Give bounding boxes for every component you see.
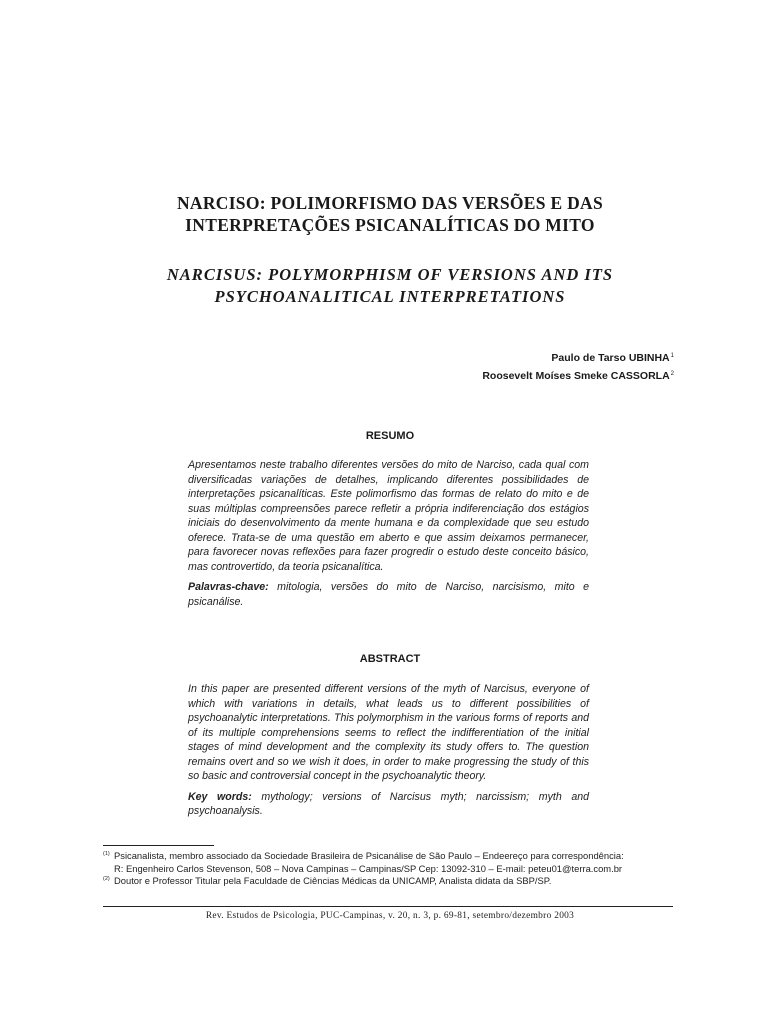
author-footnote-mark: 1	[670, 353, 674, 359]
title-en-line: NARCISUS: POLYMORPHISM OF VERSIONS AND ITS	[166, 265, 614, 284]
footnote-line: Psicanalista, membro associado da Sociedade Brasileira de Psicanálise de São Paulo – Endeereço para correspondência:	[114, 850, 624, 861]
title-portuguese	[100, 192, 680, 236]
footnote-mark: (1)	[103, 851, 110, 857]
abstract-section	[188, 682, 589, 819]
abstract-keywords	[188, 790, 589, 819]
resumo-body: Apresentamos neste trabalho diferentes versões do mito de Narciso, cada qual com diversificadas variações de detalhes, implicando diferentes possibilidades de interpretações psicanalíticas. Este polimorfismo das formas de relato do mito e de suas múltiplas compreensões parece refletir a própria indiferenciação dos estágios iniciais do desenvolvimento da mente humana e da complexidade que seu estudo oferece. Trata-se de uma questão em aberto e que assim deixamos permanecer, para favorecer novas reflexões para fazer progredir o estudo deste conceito básico, mas controvertido, da teoria psicanalítica.	[188, 459, 589, 573]
footnote-line: Doutor e Professor Titular pela Faculdade de Ciências Médicas da UNICAMP, Analista didata da SBP/SP.	[114, 875, 552, 886]
footnote-line: R: Engenheiro Carlos Stevenson, 508 – Nova Campinas – Campinas/SP Cep: 13092-310 – E-mail: peteu01@terra.com.br	[114, 862, 623, 874]
keywords-label: Key words:	[188, 790, 252, 803]
abstract-body: In this paper are presented different versions of the myth of Narcisus, everyone of which with variations in details, what leads us to different possibilities of psychoanalytic interpretations. This polymorphism in the various forms of reports and of its multiple comprehensions seems to reflect the indifferentiation of the initial stages of mind development and the complexity its study offers to. The question remains overt and so we wish it does, in order to make progressing the study of this so basic and controversial concept in the psychoanalytic theory.	[188, 683, 589, 782]
author-name: Paulo de Tarso UBINHA	[551, 352, 670, 364]
journal-citation-footer: Rev. Estudos de Psicologia, PUC-Campinas, v. 20, n. 3, p. 69-81, setembro/dezembro 2003	[205, 911, 575, 921]
footnote-mark: (2)	[103, 876, 110, 882]
author-footnote-mark: 2	[670, 371, 674, 377]
footnote	[103, 850, 678, 875]
title-pt-line: NARCISO: POLIMORFISMO DAS VERSÕES E DAS	[176, 193, 604, 213]
footnotes	[103, 850, 678, 888]
title-english	[100, 264, 680, 308]
resumo-keywords	[188, 580, 589, 609]
footnote	[103, 875, 678, 888]
footer-separator	[103, 906, 673, 907]
keywords-label: Palavras-chave:	[188, 581, 269, 593]
keywords-text: mitologia, versões do mito de Narciso, narcisismo, mito e psicanálise.	[188, 581, 589, 608]
title-pt-line: INTERPRETAÇÕES PSICANALÍTICAS DO MITO	[185, 215, 595, 235]
author	[482, 366, 674, 384]
resumo-section	[188, 458, 589, 609]
title-en-line: PSYCHOANALITICAL INTERPRETATIONS	[214, 287, 566, 306]
resumo-heading: RESUMO	[365, 430, 415, 442]
author-list	[482, 348, 674, 384]
author	[482, 348, 674, 366]
keywords-text: mythology; versions of Narcisus myth; narcissism; myth and psychoanalysis.	[188, 790, 590, 817]
footnote-separator	[103, 845, 214, 846]
abstract-heading: ABSTRACT	[359, 653, 421, 665]
author-name: Roosevelt Moíses Smeke CASSORLA	[482, 370, 670, 382]
